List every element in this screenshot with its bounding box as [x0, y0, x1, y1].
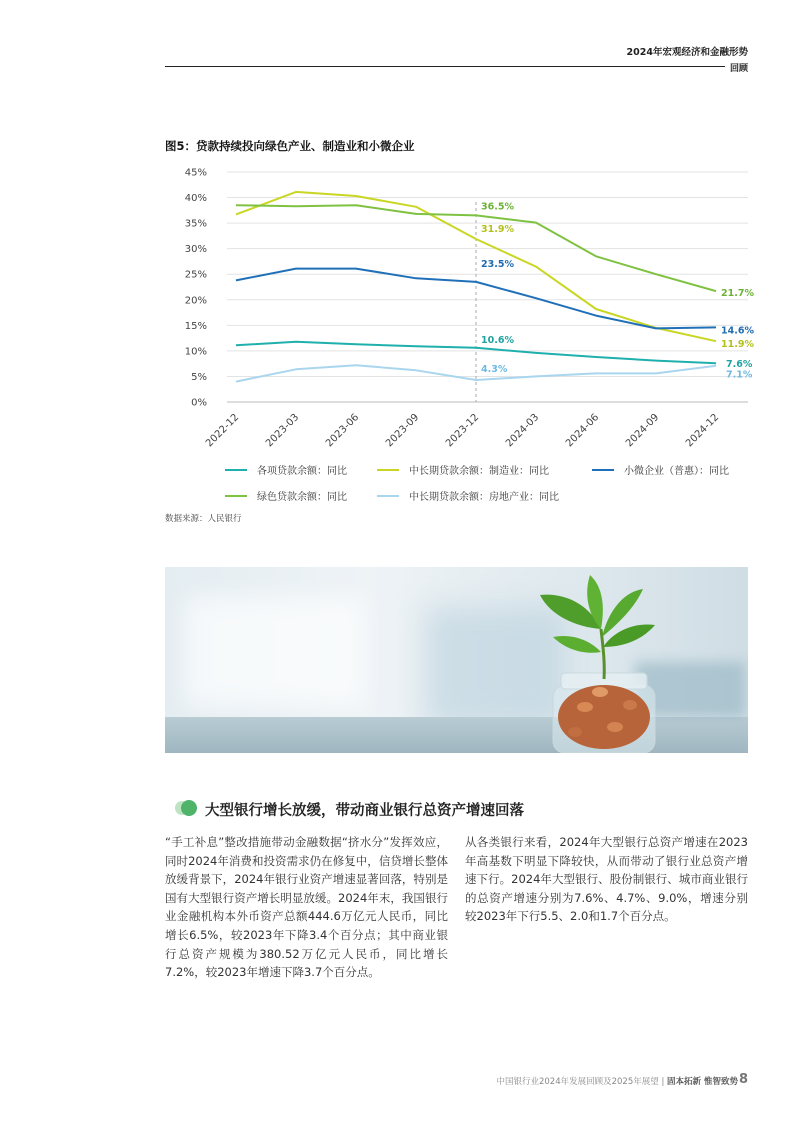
y-tick-label: 15%	[184, 320, 207, 332]
legend-item	[377, 462, 549, 477]
legend-label: 中长期贷款余额：房地产业：同比	[409, 492, 559, 503]
data-label: 31.9%	[481, 223, 514, 235]
x-tick-label: 2023-12	[443, 412, 482, 450]
x-tick-label: 2023-03	[263, 412, 302, 450]
legend-swatch	[592, 469, 614, 471]
footer	[496, 1075, 738, 1087]
data-label: 11.9%	[721, 339, 754, 351]
y-tick-label: 0%	[191, 397, 207, 409]
data-label: 21.7%	[721, 288, 754, 300]
series-line	[236, 205, 716, 291]
legend-label: 小微企业（普惠）：同比	[624, 466, 729, 477]
footer-tagline: 固本拓新 惟智致势	[667, 1077, 738, 1087]
data-label: 4.3%	[481, 364, 508, 376]
section-title: 大型银行增长放缓，带动商业银行总资产增速回落	[205, 803, 524, 819]
x-tick-label: 2024-09	[623, 412, 662, 450]
y-tick-label: 40%	[184, 193, 207, 205]
plant-icon	[540, 575, 655, 679]
data-label: 10.6%	[481, 334, 514, 346]
body-left-column: “手工补息”整改措施带动金融数据“挤水分”发挥效应，同时2024年消费和投资需求仍在修复中，信贷增长整体放缓背景下，2024年银行业资产增速显著回落，特别是国有大型银行资产增长明显放缓。2024年末，我国银行业金融机构本外币资产总额444.6万亿元人民币，同比增长6.5%，较2023年下降3.4个百分点；其中商业银行总资产规模为380.52万亿元人民币，同比增长7.2%，较2023年增速下降3.7个百分点。	[165, 835, 448, 980]
data-label: 7.6%	[726, 359, 753, 371]
x-tick-label: 2022-12	[203, 412, 242, 450]
legend-item	[225, 462, 347, 477]
legend-item	[377, 488, 559, 503]
jar-icon	[553, 673, 655, 753]
legend-item	[225, 488, 347, 503]
data-label: 7.1%	[726, 369, 753, 381]
x-tick-label: 2024-06	[563, 412, 602, 450]
legend-swatch	[225, 469, 247, 471]
y-tick-label: 5%	[191, 371, 207, 383]
data-label: 23.5%	[481, 258, 514, 270]
line-chart	[165, 160, 755, 460]
x-tick-label: 2024-03	[503, 412, 542, 450]
legend-label: 绿色贷款余额：同比	[257, 492, 347, 503]
figure-source: 数据来源：人民银行	[165, 514, 242, 524]
y-tick-label: 35%	[184, 218, 207, 230]
footer-separator: |	[661, 1077, 665, 1087]
legend-swatch	[225, 495, 247, 497]
page-number: 8	[738, 1072, 748, 1087]
plant-coins-photo	[165, 567, 748, 753]
series-line	[236, 365, 716, 381]
y-tick-label: 10%	[184, 346, 207, 358]
data-label: 14.6%	[721, 325, 754, 337]
section-bullet-icon	[175, 798, 197, 818]
header-subtitle: 回顾	[729, 64, 748, 74]
x-tick-label: 2023-09	[383, 412, 422, 450]
data-label: 36.5%	[481, 201, 514, 213]
legend-label: 中长期贷款余额：制造业：同比	[409, 466, 549, 477]
y-tick-label: 20%	[184, 295, 207, 307]
x-tick-label: 2023-06	[323, 412, 362, 450]
legend-swatch	[377, 495, 399, 497]
legend-item	[592, 462, 729, 477]
y-tick-label: 45%	[184, 167, 207, 179]
y-tick-label: 30%	[184, 244, 207, 256]
legend-swatch	[377, 469, 399, 471]
header-title: 2024年宏观经济和金融形势	[626, 47, 748, 58]
footer-text: 中国银行业2024年发展回顾及2025年展望	[496, 1077, 659, 1087]
header-rule	[165, 66, 725, 67]
legend-label: 各项贷款余额：同比	[257, 466, 347, 477]
figure-title: 图5：贷款持续投向绿色产业、制造业和小微企业	[165, 139, 415, 153]
body-right-column: 从各类银行来看，2024年大型银行总资产增速在2023年高基数下明显下降较快，从而带动了银行业总资产增速下行。2024年大型银行、股份制银行、城市商业银行的总资产增速分别为7.6%、4.7%、9.0%，增速分别较2023年下行5.5、2.0和1.7个百分点。	[465, 835, 748, 924]
x-tick-label: 2024-12	[683, 412, 722, 450]
y-tick-label: 25%	[184, 269, 207, 281]
